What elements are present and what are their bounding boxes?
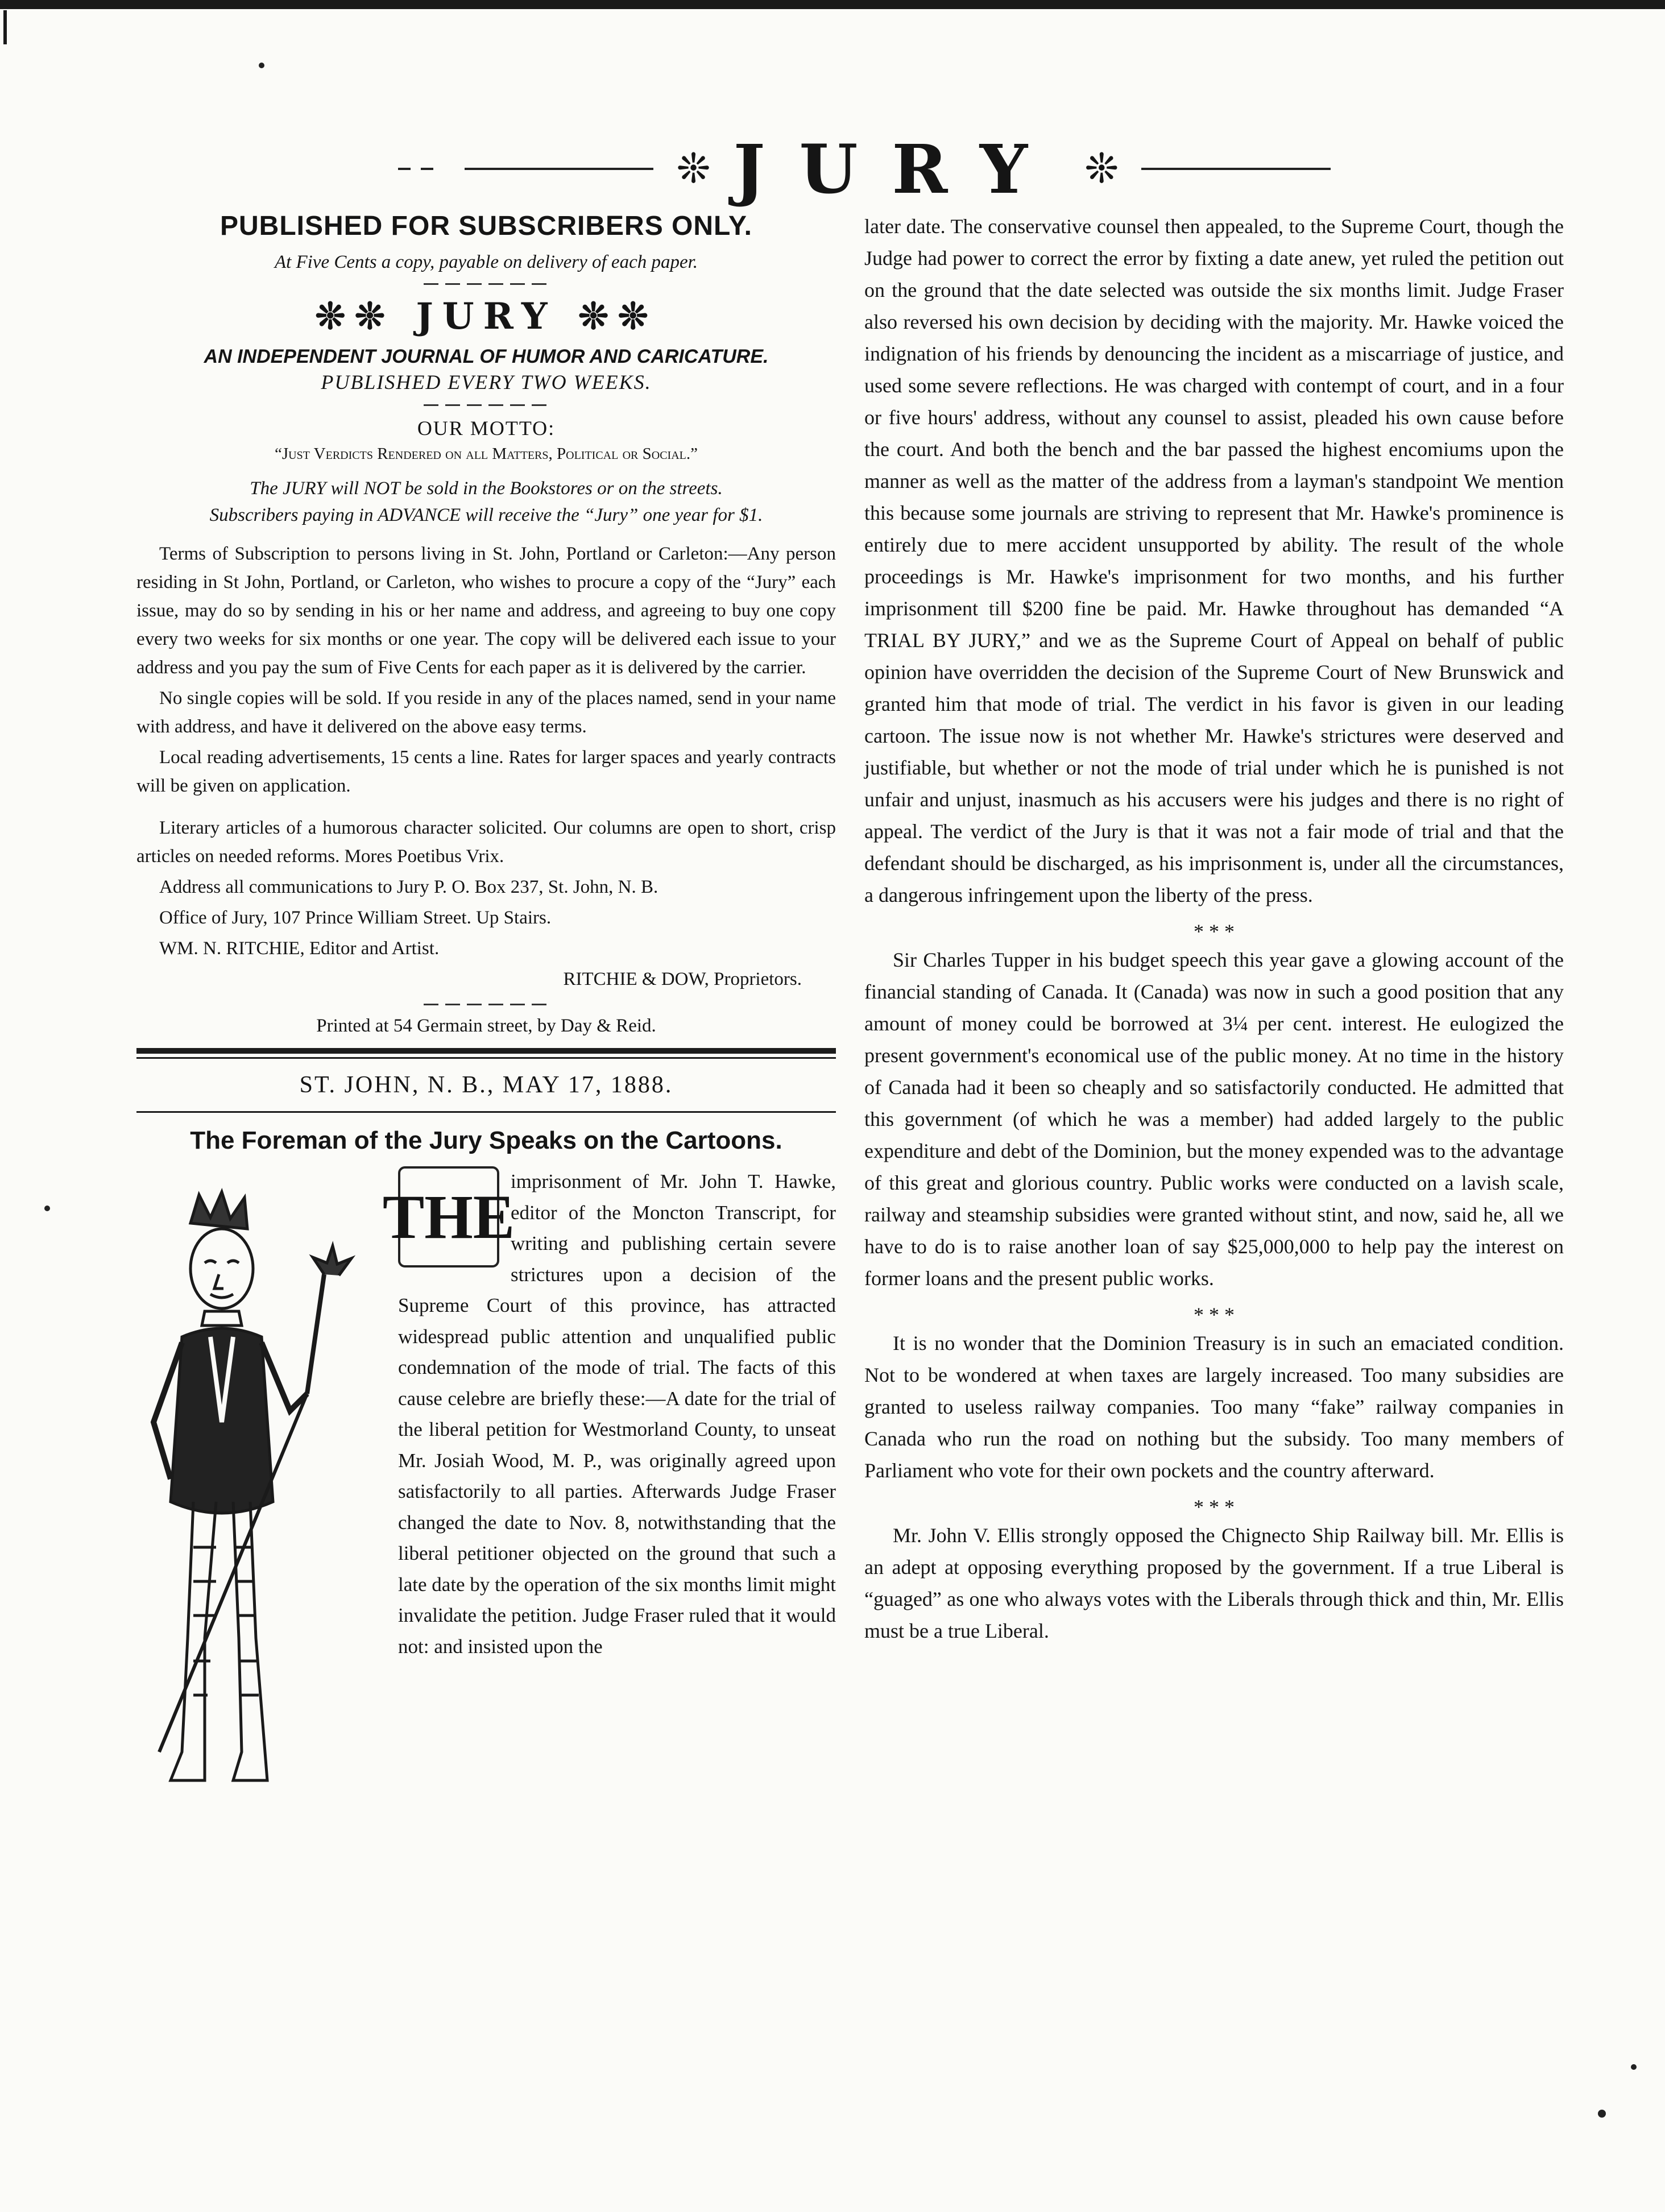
- divider: [424, 1004, 549, 1005]
- ink-speck: [1598, 2110, 1606, 2118]
- proprietors-line: RITCHIE & DOW, Proprietors.: [563, 969, 802, 989]
- literary-paragraph: Literary articles of a humorous character solicited. Our columns are open to short, crisp articles on needed reforms. Mores Poetibus Vrix.: [136, 818, 836, 867]
- notice-advance: Subscribers paying in ADVANCE will receive the “Jury” one year for $1.: [209, 505, 763, 525]
- article-body: [136, 1166, 836, 1662]
- masthead: [398, 129, 1331, 209]
- masthead-title: JURY: [733, 129, 1062, 209]
- no-single-copies-paragraph: No single copies will be sold. If you reside in any of the places named, send in your name with address, and have it delivered on the above easy terms.: [136, 688, 836, 737]
- hawke-paragraph: later date. The conservative counsel then appealed, to the Supreme Court, though the Judge had power to correct the error by fixting a date anew, yet ruled the petition out on the ground that the date selected was outside the six months limit. Judge Fraser also reversed his own decision by deciding with the majority. Mr. Hawke voiced the indignation of his friends by denouncing the incident as a miscarriage of justice, and used some severe reflections. He was charged with contempt of court, and in a four or five hours' address, without any counsel to assist, pleaded his own cause before the court. And both the bench and the bar passed the highest encomiums upon the manner as well as the matter of the address from a layman's standpoint We mention this because some journals are striving to represent that Mr. Hawke's prominence is entirely due to mere accident unsupported by ability. The result of the whole proceedings is Mr. Hawke's imprisonment for two months, and his further imprisonment till $200 fine be paid. Mr. Hawke throughout has demanded “A TRIAL BY JURY,” and we as the Supreme Court of Appeal on behalf of public opinion have overridden the decision of the Supreme Court of New Brunswick and granted him that mode of trial. The verdict in his favor is given in our leading cartoon. The issue now is not whether Mr. Hawke's strictures were deserved and justifiable, but whether or not the mode of trial under which he is punished is not unfair and unjust, inasmuch as his accusers were his judges and there is no right of appeal. The verdict of the Jury is that it was not a fair mode of trial and that the defendant should be discharged, as his imprisonment is, under all the circumstances, a dangerous infringement upon the liberty of the press.: [864, 215, 1564, 906]
- cartoon-figure: [136, 1183, 387, 1820]
- publication-frequency: PUBLISHED EVERY TWO WEEKS.: [321, 371, 652, 393]
- office-line: Office of Jury, 107 Prince William Street. Up Stairs.: [159, 908, 552, 928]
- rule-thin: [136, 1057, 836, 1059]
- motto-heading: OUR MOTTO:: [417, 417, 556, 440]
- ornament-icon: ❊: [1084, 146, 1119, 192]
- ink-speck: [44, 1206, 50, 1211]
- dateline: ST. JOHN, N. B., MAY 17, 1888.: [299, 1072, 673, 1098]
- masthead-rule-left-dashed: [398, 168, 442, 170]
- ornament-icon: ❊: [676, 146, 711, 192]
- jury-logo: ❊❊ JURY ❊❊: [314, 295, 658, 338]
- asterism: * * *: [1194, 1303, 1235, 1326]
- top-border: [0, 0, 1665, 9]
- masthead-rule-left: [465, 168, 654, 170]
- treasury-paragraph: It is no wonder that the Dominion Treasury is in such an emaciated condition. Not to be wondered at when taxes are largely increased. Too many subsidies are granted to useless railway companies. Too many “fake” railway companies in Canada who run the road on nothing but the subsidy. Too many members of Parliament who vote for their own pockets and the country afterward.: [864, 1332, 1564, 1482]
- rule-thin: [136, 1111, 836, 1113]
- motto-text: “Just Verdicts Rendered on all Matters, Political or Social.”: [275, 445, 698, 463]
- terms-paragraph: Terms of Subscription to persons living in St. John, Portland or Carleton:—Any person residing in St John, Portland, or Carleton, who wishes to procure a copy of the “Jury” each issue, may do so by sending in his or her name and address, and agreeing to buy one copy every two weeks for six months or one year. The copy will be delivered each issue to your address and you pay the sum of Five Cents for each paper as it is delivered by the carrier.: [136, 544, 836, 678]
- address-line: Address all communications to Jury P. O. Box 237, St. John, N. B.: [159, 877, 658, 897]
- price-line: At Five Cents a copy, payable on delivery of each paper.: [274, 252, 698, 272]
- cartoon-man-with-cane-icon: [136, 1183, 387, 1820]
- masthead-rule-right: [1141, 168, 1331, 170]
- rule-thick: [136, 1048, 836, 1054]
- journal-description: AN INDEPENDENT JOURNAL OF HUMOR AND CARICATURE.: [204, 346, 769, 367]
- asterism: * * *: [1194, 920, 1235, 943]
- notice-bookstores: The JURY will NOT be sold in the Bookstores or on the streets.: [250, 478, 723, 499]
- ink-speck: [1631, 2064, 1637, 2070]
- article-heading: The Foreman of the Jury Speaks on the Cartoons.: [190, 1126, 782, 1154]
- right-column: [864, 210, 1564, 1647]
- published-heading: PUBLISHED FOR SUBSCRIBERS ONLY.: [219, 211, 752, 241]
- ink-speck: [259, 63, 264, 68]
- local-ads-paragraph: Local reading advertisements, 15 cents a line. Rates for larger spaces and yearly contracts will be given on application.: [136, 747, 836, 796]
- article-paragraph: imprisonment of Mr. John T. Hawke, editor of the Moncton Transcript, for writing and publishing certain severe strictures upon a decision of the Supreme Court of this province, has attracted widespread public attention and unqualified public condemnation of the mode of trial. The facts of this cause celebre are briefly these:—A date for the trial of the liberal petition for Westmorland County, to unseat Mr. Josiah Wood, M. P., was originally agreed upon satisfactorily to all parties. Afterwards Judge Fraser changed the date to Nov. 8, notwithstanding that the liberal petitioner objected on the ground that such a late date by the operation of the six months limit might invalidate the petition. Judge Fraser ruled that it would not: and insisted upon the: [398, 1170, 836, 1658]
- ellis-paragraph: Mr. John V. Ellis strongly opposed the Chignecto Ship Railway bill. Mr. Ellis is an adept at opposing everything proposed by the government. If a true Liberal is “guaged” as one who always votes with the Liberals through thick and thin, Mr. Ellis must be a true Liberal.: [864, 1524, 1564, 1642]
- tupper-paragraph: Sir Charles Tupper in his budget speech this year gave a glowing account of the financial standing of Canada. It (Canada) was now in such a good position that any amount of money could be borrowed at 3¼ per cent. interest. He eulogized the present government's economical use of the public money. At no time in the history of Canada had it been so cheaply and so satisfactorily conducted. He admitted that this government (of which he was a member) had added largely to the public expenditure and debt of the Dominion, but the money expended was to the advantage of this great and glorious country. Public works were conducted on a lavish scale, railway and steamship subsidies were granted without stint, and now, said he, all we have to do is to raise another loan of say $25,000,000 to help pay the interest on former loans and the present public works.: [864, 948, 1564, 1290]
- divider: [424, 283, 549, 285]
- drop-cap-initial: THE: [398, 1166, 499, 1267]
- corner-mark: [3, 10, 23, 44]
- editor-line: WM. N. RITCHIE, Editor and Artist.: [159, 938, 440, 959]
- printer-line: Printed at 54 Germain street, by Day & Reid.: [316, 1016, 656, 1036]
- left-column: [136, 210, 836, 1826]
- asterism: * * *: [1194, 1496, 1235, 1518]
- divider: [424, 404, 549, 406]
